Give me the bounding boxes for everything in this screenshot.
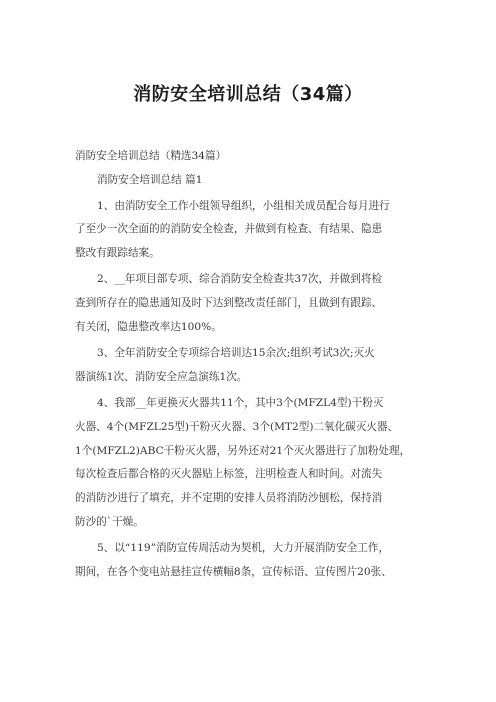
paragraph-line: 了至少一次全面的的消防安全检查，并做到有检查、有结果、隐患 xyxy=(75,223,383,235)
paragraph-line: 3、全年消防安全专项综合培训达15余次;组织考试3次;灭火 xyxy=(97,347,375,359)
paragraph-line: 有关闭，隐患整改率达100%。 xyxy=(75,321,222,333)
paragraph-line: 2、__年项目部专项、综合消防安全检查共37次，并做到将检 xyxy=(97,273,383,285)
paragraph-line: 查到所存在的隐患通知及时下达到整改责任部门，且做到有跟踪、 xyxy=(75,297,383,309)
paragraph-line: 期间，在各个变电站悬挂宣传横幅8条，宣传标语、宣传图片20张、 xyxy=(75,566,392,578)
paragraph-line: 火器、4个(MFZL25型)干粉灭火器、3个(MT2型)二氧化碳灭火器、 xyxy=(75,421,399,433)
section-heading: 消防安全培训总结 篇1 xyxy=(97,174,203,186)
subtitle-line: 消防安全培训总结（精选34篇） xyxy=(75,150,227,162)
paragraph-line: 的消防沙进行了填充，并不定期的安排人员将消防沙刨松，保持消 xyxy=(75,492,383,504)
paragraph-line: 每次检查后都合格的灭火器贴上标签，注明检查人和时间。对流失 xyxy=(75,468,383,480)
paragraph-line: 1、由消防安全工作小组领导组织，小组相关成员配合每月进行 xyxy=(97,200,390,212)
paragraph-line: 器演练1次、消防安全应急演练1次。 xyxy=(75,371,248,383)
paragraph-line: 5、以“119”消防宣传周活动为契机，大力开展消防安全工作， xyxy=(97,542,390,554)
paragraph-line: 防沙的`干燥。 xyxy=(75,516,144,528)
paragraph-line: 1个(MFZL2)ABC干粉灭火器，另外还对21个灭火器进行了加粉处理， xyxy=(75,445,411,457)
paragraph-line: 整改有跟踪结案。 xyxy=(75,247,160,259)
document-title: 消防安全培训总结（34篇） xyxy=(133,84,363,105)
paragraph-line: 4、我部__年更换灭火器共11个，其中3个(MFZL4型)干粉灭 xyxy=(97,397,384,409)
